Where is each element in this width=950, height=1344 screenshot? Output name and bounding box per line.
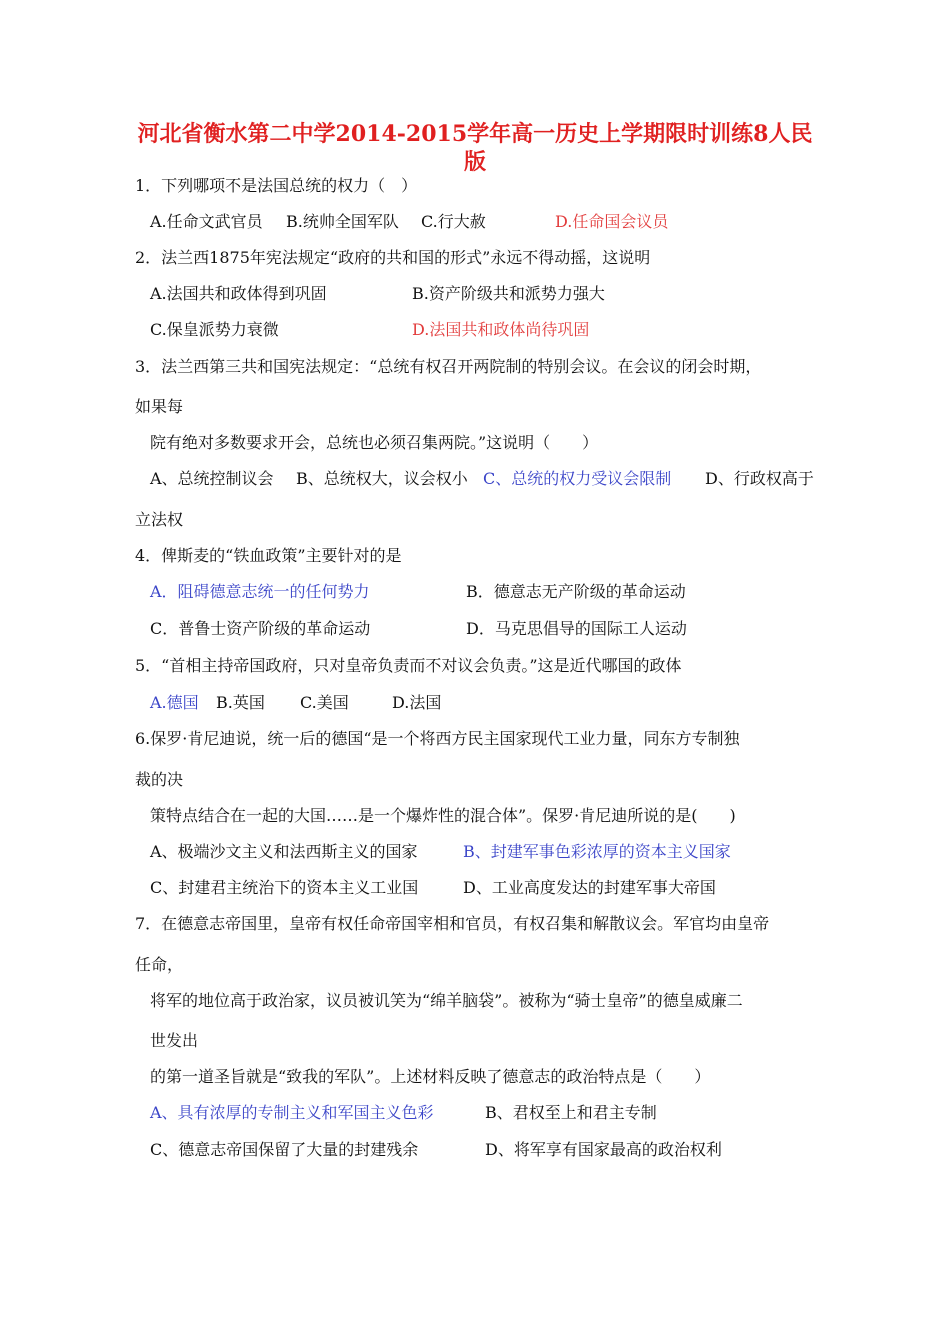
q3-option-b: B、总统权大，议会权小	[296, 469, 468, 488]
q7-stem-line-1: 7．在德意志帝国里，皇帝有权任命帝国宰相和官员，有权召集和解散议会。军官均由皇帝	[135, 914, 770, 933]
q1-option-b: B.统帅全国军队	[286, 212, 399, 231]
q7-option-a-answer: A、具有浓厚的专制主义和军国主义色彩	[150, 1103, 434, 1122]
q4-option-d: D．马克思倡导的国际工人运动	[466, 619, 687, 638]
q1-option-d-answer: D.任命国会议员	[555, 212, 669, 231]
q3-option-a: A、总统控制议会	[150, 469, 274, 488]
q1-options	[150, 212, 668, 232]
q7-option-c: C、德意志帝国保留了大量的封建残余	[150, 1140, 419, 1159]
document-title	[120, 120, 830, 176]
q5-option-a-answer: A.德国	[150, 693, 199, 712]
q2-options-cd	[150, 320, 589, 340]
title-line-1: 河北省衡水第二中学2014-2015学年高一历史上学期限时训练8人民	[137, 121, 813, 147]
q5-options	[150, 693, 441, 713]
q5-option-c: C.美国	[300, 693, 349, 712]
title-line-2: 版	[463, 149, 486, 175]
q3-stem-line-2: 如果每	[135, 397, 184, 416]
q3-option-d-continued: 立法权	[135, 510, 184, 529]
q2-option-c: C.保皇派势力衰微	[150, 320, 279, 339]
q5-option-d: D.法国	[392, 693, 442, 712]
q1-option-c: C.行大赦	[421, 212, 486, 231]
q4-options-cd	[150, 619, 687, 639]
q2-option-d-answer: D.法国共和政体尚待巩固	[412, 320, 590, 339]
q1-stem: 1．下列哪项不是法国总统的权力（ ）	[135, 176, 418, 195]
q2-options-ab	[150, 284, 605, 304]
q2-option-b: B.资产阶级共和派势力强大	[412, 284, 605, 303]
q6-options-cd	[150, 878, 716, 898]
q7-stem-line-5: 的第一道圣旨就是“致我的军队”。上述材料反映了德意志的政治特点是（ ）	[150, 1067, 711, 1086]
q7-option-b: B、君权至上和君主专制	[485, 1103, 657, 1122]
q4-option-c: C．普鲁士资产阶级的革命运动	[150, 619, 371, 638]
q7-options-cd	[150, 1140, 722, 1160]
q6-option-a: A、极端沙文主义和法西斯主义的国家	[150, 842, 418, 861]
q6-stem-line-3: 策特点结合在一起的大国……是一个爆炸性的混合体”。保罗·肯尼迪所说的是( )	[150, 806, 736, 825]
q6-option-d: D、工业高度发达的封建军事大帝国	[463, 878, 716, 897]
q6-options-ab	[150, 842, 731, 862]
q4-option-a-answer: A．阻碍德意志统一的任何势力	[150, 582, 370, 601]
q4-stem: 4．俾斯麦的“铁血政策”主要针对的是	[135, 546, 402, 565]
q3-options	[150, 469, 814, 489]
q3-option-d: D、行政权高于	[705, 469, 814, 488]
q7-stem-line-4: 世发出	[150, 1031, 199, 1050]
q6-stem-line-1: 6.保罗·肯尼迪说，统一后的德国“是一个将西方民主国家现代工业力量，同东方专制独	[135, 729, 740, 748]
q7-options-ab	[150, 1103, 657, 1123]
q7-stem-line-3: 将军的地位高于政治家，议员被讥笑为“绵羊脑袋”。被称为“骑士皇帝”的德皇威廉二	[150, 991, 743, 1010]
q6-option-c: C、封建君主统治下的资本主义工业国	[150, 878, 419, 897]
q4-option-b: B．德意志无产阶级的革命运动	[466, 582, 686, 601]
q2-option-a: A.法国共和政体得到巩固	[150, 284, 327, 303]
q7-stem-line-2: 任命，	[135, 955, 184, 974]
q7-option-d: D、将军享有国家最高的政治权利	[485, 1140, 722, 1159]
q4-options-ab	[150, 582, 686, 602]
q5-option-b: B.英国	[216, 693, 265, 712]
q3-option-c-answer: C、总统的权力受议会限制	[483, 469, 672, 488]
q3-stem-line-1: 3．法兰西第三共和国宪法规定：“总统有权召开两院制的特别会议。在会议的闭会时期，	[135, 357, 762, 376]
q6-option-b-answer: B、封建军事色彩浓厚的资本主义国家	[463, 842, 731, 861]
q2-stem: 2．法兰西1875年宪法规定“政府的共和国的形式”永远不得动摇，这说明	[135, 248, 651, 267]
q3-stem-line-3: 院有绝对多数要求开会，总统也必须召集两院。”这说明（ ）	[150, 433, 599, 452]
q5-stem: 5．“首相主持帝国政府，只对皇帝负责而不对议会负责。”这是近代哪国的政体	[135, 656, 682, 675]
q1-option-a: A.任命文武官员	[150, 212, 263, 231]
q6-stem-line-2: 裁的决	[135, 770, 184, 789]
